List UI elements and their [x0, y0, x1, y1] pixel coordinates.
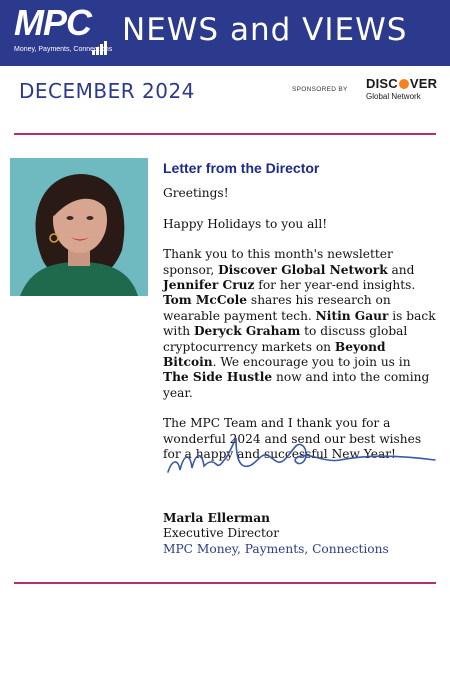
- sponsor-name-part2: VER: [409, 76, 438, 91]
- mpc-logo: MPC: [14, 2, 91, 43]
- paragraph-text: Thank you to this month's newsletter sponsor,: [163, 247, 393, 277]
- divider-bottom: [14, 582, 436, 584]
- newsletter-title: NEWS and VIEWS: [122, 12, 408, 48]
- sponsor-name-part1: DISC: [366, 76, 398, 91]
- paragraph-text: shares his research on wearable payment tech.: [163, 293, 391, 323]
- paragraph-text: to discuss global cryptocurrency markets on: [163, 324, 408, 354]
- signer-org-link[interactable]: MPC Money, Payments, Connections: [163, 541, 389, 556]
- issue-month: DECEMBER 2024: [19, 79, 195, 103]
- divider-top: [14, 133, 436, 135]
- highlight-name: Deryck Graham: [193, 324, 301, 339]
- highlight-name: Discover Global Network: [218, 262, 388, 277]
- letter-body: [163, 161, 438, 478]
- highlight-name: Jennifer Cruz: [163, 278, 255, 293]
- newsletter-header: [0, 0, 450, 66]
- letter-paragraph-2: The MPC Team and I thank you for a wonderful 2024 and send our best wishes for a happy and successful New Year!: [163, 416, 422, 462]
- highlight-name: Tom McCole: [163, 293, 248, 308]
- paragraph-text: for her year-end insights.: [254, 278, 416, 293]
- letter-greeting: Greetings!: [163, 186, 229, 201]
- paragraph-text: now and into the coming year.: [163, 370, 430, 400]
- paragraph-text: . We encourage you to join us in: [212, 355, 411, 370]
- logo-tagline: Money, Payments, Connections: [14, 46, 113, 53]
- paragraph-text: is back with: [163, 308, 436, 339]
- handwritten-signature: [160, 432, 440, 482]
- sponsored-by-label: SPONSORED BY: [292, 86, 348, 93]
- signer-role: Executive Director: [163, 526, 280, 541]
- letter-holidays: Happy Holidays to you all!: [163, 216, 328, 231]
- signer-name: Marla Ellerman: [163, 511, 270, 525]
- letter-heading: Letter from the Director: [163, 160, 320, 176]
- sponsor-sub: Global Network: [366, 92, 421, 101]
- discover-o-icon: [399, 79, 409, 89]
- signer-block: [163, 511, 389, 557]
- letter-paragraph-1: [163, 247, 438, 401]
- paragraph-text: and: [387, 262, 415, 277]
- director-photo: [10, 158, 148, 296]
- highlight-name: Beyond Bitcoin: [163, 339, 386, 370]
- highlight-name: The Side Hustle: [163, 370, 273, 385]
- sponsor-logo[interactable]: [366, 76, 437, 91]
- highlight-name: Nitin Gaur: [315, 308, 389, 323]
